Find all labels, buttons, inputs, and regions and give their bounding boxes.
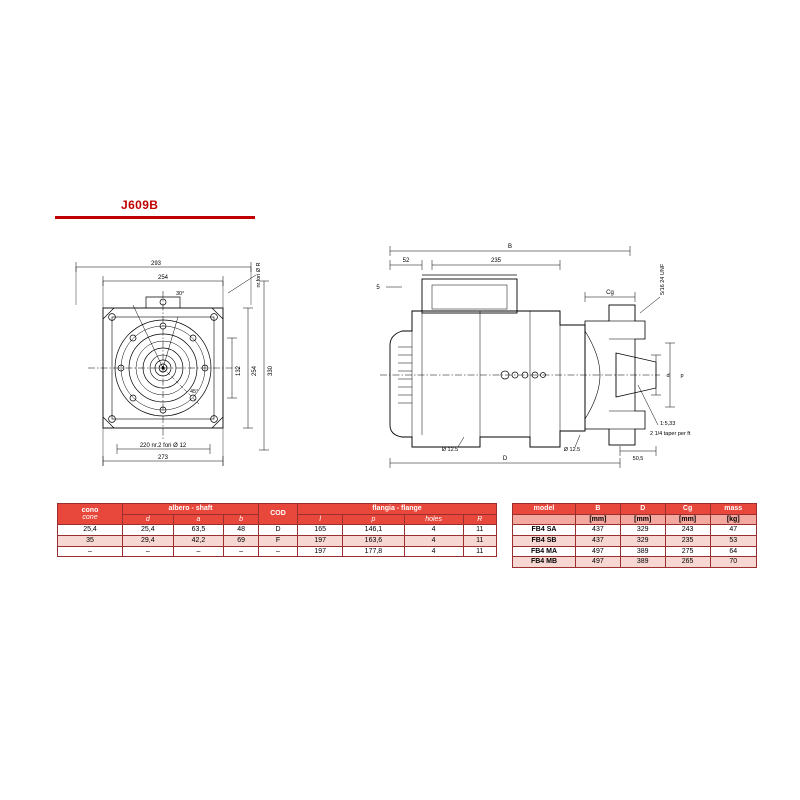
svg-text:235: 235 <box>490 258 502 264</box>
page-title: J609B <box>121 198 159 212</box>
unit-D: [mm] <box>620 514 665 525</box>
svg-text:330: 330 <box>268 365 274 377</box>
cell-D: 329 <box>620 525 665 536</box>
cell-mass: 64 <box>710 546 757 557</box>
cell-cod: D <box>258 525 297 536</box>
cell-Cg: 275 <box>665 546 710 557</box>
cell-mass: 47 <box>710 525 757 536</box>
cell-model: FB4 SA <box>513 525 576 536</box>
cell-b: 48 <box>224 525 259 536</box>
unit-mass: [kg] <box>710 514 757 525</box>
title-block <box>55 198 315 228</box>
table-row <box>58 536 497 547</box>
side-view <box>380 246 675 468</box>
cell-D: 329 <box>620 536 665 547</box>
col-cod: COD <box>258 504 297 525</box>
svg-text:d: d <box>666 373 670 379</box>
svg-text:273: 273 <box>157 455 169 461</box>
cell-p: 146,1 <box>343 525 404 536</box>
front-view <box>76 262 269 466</box>
svg-text:D: D <box>502 456 508 462</box>
cell-D: 389 <box>620 546 665 557</box>
svg-text:50,5: 50,5 <box>632 456 644 462</box>
cell-R: 11 <box>463 525 496 536</box>
model-dimension-table <box>512 503 757 568</box>
table-row <box>513 536 757 547</box>
svg-text:Ø 12.5: Ø 12.5 <box>441 447 459 453</box>
cell-B: 497 <box>575 546 620 557</box>
svg-text:B: B <box>507 244 513 250</box>
cell-p: 177,8 <box>343 546 404 557</box>
svg-text:293: 293 <box>150 261 162 267</box>
cell-B: 497 <box>575 557 620 568</box>
cell-Cg: 243 <box>665 525 710 536</box>
svg-text:220 nr.2 fori Ø 12: 220 nr.2 fori Ø 12 <box>139 443 187 449</box>
cell-l: 197 <box>297 536 342 547</box>
cell-Cg: 235 <box>665 536 710 547</box>
svg-text:52: 52 <box>402 258 410 264</box>
cell-D: 389 <box>620 557 665 568</box>
cell-R: 11 <box>463 546 496 557</box>
cell-Cg: 265 <box>665 557 710 568</box>
cell-model: FB4 MA <box>513 546 576 557</box>
svg-text:5: 5 <box>376 285 380 291</box>
cell-d: 29,4 <box>123 536 174 547</box>
table-row <box>513 525 757 536</box>
cell-cono: 35 <box>58 536 123 547</box>
cell-B: 437 <box>575 536 620 547</box>
col-D: D <box>620 504 665 515</box>
svg-text:nr.fori Ø R: nr.fori Ø R <box>256 262 262 288</box>
drawing-svg <box>60 235 750 490</box>
svg-text:Cg: Cg <box>606 290 614 296</box>
cell-model: FB4 MB <box>513 557 576 568</box>
cell-l: 197 <box>297 546 342 557</box>
cell-a: 42,2 <box>173 536 224 547</box>
col-B: B <box>575 504 620 515</box>
col-group-shaft: albero - shaft <box>123 504 259 515</box>
cell-mass: 53 <box>710 536 757 547</box>
cell-cono: – <box>58 546 123 557</box>
shaft-flange-table <box>57 503 497 557</box>
svg-text:p: p <box>680 373 684 379</box>
col-mass: mass <box>710 504 757 515</box>
cell-cono: 25,4 <box>58 525 123 536</box>
svg-text:30°: 30° <box>176 291 185 297</box>
cell-p: 163,6 <box>343 536 404 547</box>
technical-drawings <box>60 235 750 490</box>
svg-text:132: 132 <box>236 365 242 377</box>
unit-Cg: [mm] <box>665 514 710 525</box>
svg-text:Ø 12.5: Ø 12.5 <box>563 447 581 453</box>
cell-b: – <box>224 546 259 557</box>
unit-model <box>513 514 576 525</box>
cell-model: FB4 SB <box>513 536 576 547</box>
cell-b: 69 <box>224 536 259 547</box>
col-cono: cono cone <box>58 504 123 525</box>
cell-mass: 70 <box>710 557 757 568</box>
col-group-flange: flangia - flange <box>297 504 496 515</box>
cell-cod: – <box>258 546 297 557</box>
cell-R: 11 <box>463 536 496 547</box>
table-row <box>513 546 757 557</box>
col-b: b <box>224 514 259 525</box>
title-underline <box>55 216 255 219</box>
cell-holes: 4 <box>404 546 463 557</box>
cell-l: 165 <box>297 525 342 536</box>
col-l: l <box>297 514 342 525</box>
cell-d: – <box>123 546 174 557</box>
col-R: R <box>463 514 496 525</box>
table-row <box>58 546 497 557</box>
cell-cod: F <box>258 536 297 547</box>
col-model: model <box>513 504 576 515</box>
cell-a: – <box>173 546 224 557</box>
col-d: d <box>123 514 174 525</box>
table-row <box>58 525 497 536</box>
svg-text:2 1/4 taper per ft: 2 1/4 taper per ft <box>650 431 691 437</box>
svg-text:254: 254 <box>157 275 169 281</box>
svg-text:1:5,33: 1:5,33 <box>660 421 676 427</box>
cell-a: 63,5 <box>173 525 224 536</box>
cell-B: 437 <box>575 525 620 536</box>
col-holes: holes <box>404 514 463 525</box>
col-p: p <box>343 514 404 525</box>
table-row <box>513 557 757 568</box>
col-Cg: Cg <box>665 504 710 515</box>
cell-holes: 4 <box>404 536 463 547</box>
col-a: a <box>173 514 224 525</box>
svg-text:254: 254 <box>252 365 258 377</box>
unit-B: [mm] <box>575 514 620 525</box>
cell-holes: 4 <box>404 525 463 536</box>
svg-text:5/16 24 UNF: 5/16 24 UNF <box>660 263 666 295</box>
cell-d: 25,4 <box>123 525 174 536</box>
svg-text:45°: 45° <box>190 389 199 395</box>
